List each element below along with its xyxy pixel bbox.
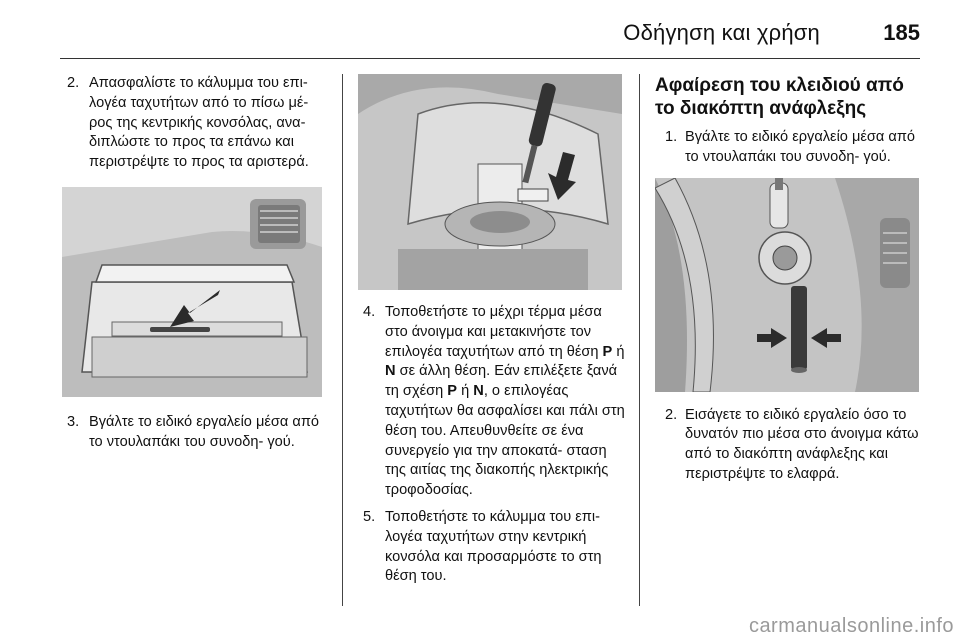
step-number: 2.: [665, 406, 678, 423]
step-number: 1.: [665, 129, 678, 145]
page-number: 185: [883, 20, 920, 45]
step-text: Απασφαλίστε το κάλυμμα του επι- λογέα ταχυτήτων από το πίσω μέ- ρος της κεντρικής κονσόλας, ανα- διπλώστε το προς τα επάνω και περιστρέψτε το προς τα αριστερά.: [89, 75, 309, 171]
step-2-glovebox: [62, 74, 330, 173]
step-text: Βγάλτε το ειδικό εργαλείο μέσα από το ντουλαπάκι του συνοδη- γού.: [685, 129, 916, 165]
column-divider-2: [639, 74, 640, 606]
page-header: [60, 18, 920, 54]
gear-selector-illustration: [358, 74, 622, 290]
step-number: 2.: [67, 75, 80, 91]
glovebox-illustration: [62, 187, 322, 397]
page-title: Οδήγηση και χρήση: [623, 20, 820, 45]
step-number: 5.: [363, 508, 376, 525]
header-divider: [60, 58, 920, 59]
gear-p: P: [602, 343, 613, 360]
step-number: 3.: [67, 413, 80, 430]
step-5-refit-cover: [358, 508, 626, 587]
step-3-take-tool: [62, 413, 330, 453]
ignition-switch-illustration: [655, 178, 919, 392]
middle-column: [358, 74, 626, 587]
gear-p: P: [447, 383, 458, 400]
step-text: Εισάγετε το ειδικό εργαλείο όσο το δυνατόν πιο μέσα στο άνοιγμα κάτω από το διακόπτη ανάφλεξης και περιστρέψτε το ελαφρά.: [685, 406, 919, 482]
step-2-insert-tool: [655, 406, 923, 485]
step-number: 4.: [363, 304, 376, 320]
step-1-take-tool: [655, 128, 923, 168]
left-column: [62, 74, 330, 453]
watermark: carmanualsonline.info: [748, 615, 954, 637]
step-text: Τοποθετήστε το μέχρι τέρμα μέσα στο άνοιγμα και μετακινήστε τον επιλογέα ταχυτήτων από τη θέση P ή N σε άλλη θέση. Εάν επιλέξετε ξανά τη σχέση P ή N, ο επιλογέας ταχυτήτων θα ασφαλίσει και πάλι στη θέση του. Απευθυνθείτε σε ένα συνεργείο για την αποκατά- σταση της αιτίας της διακοπής ηλεκτρικής τροφοδοσίας.: [385, 304, 625, 499]
right-column: [655, 74, 923, 485]
gear-n: N: [385, 363, 396, 380]
gear-n: N: [473, 383, 484, 400]
step-text: Βγάλτε το ειδικό εργαλείο μέσα από το ντουλαπάκι του συνοδη- γού.: [89, 413, 320, 450]
section-heading: Αφαίρεση του κλειδιού από το διακόπτη ανάφλεξης: [655, 75, 904, 119]
column-divider-1: [342, 74, 343, 606]
step-4-insert-tool: [358, 303, 626, 501]
step-text: Τοποθετήστε το κάλυμμα του επι- λογέα ταχυτήτων στην κεντρική κονσόλα και προσαρμόστε το στη θέση του.: [385, 508, 602, 585]
